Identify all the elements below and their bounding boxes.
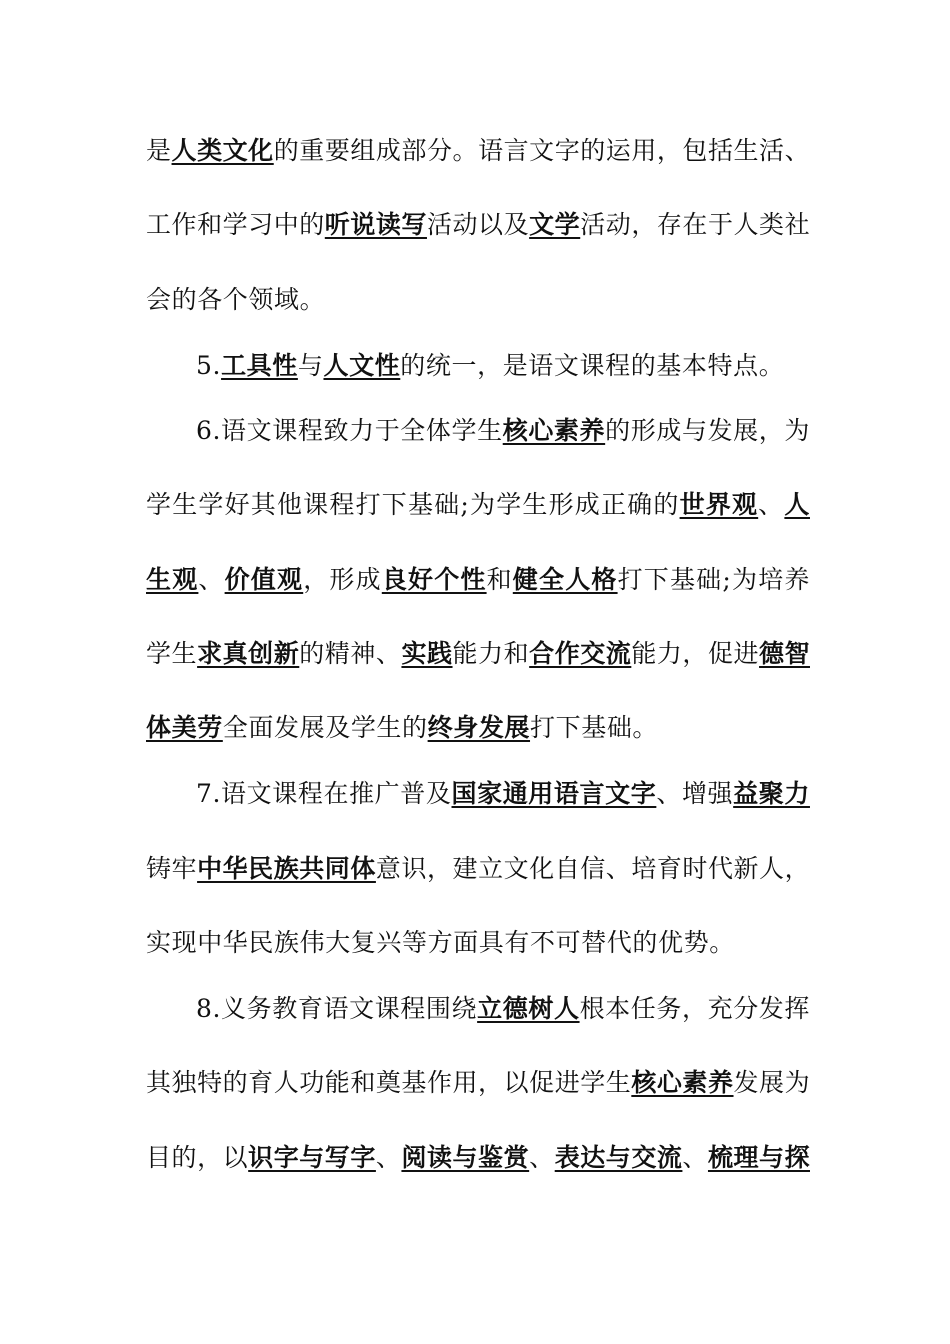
key-term: 表达与交流 xyxy=(554,1143,683,1172)
text-line-15 xyxy=(146,1138,810,1178)
text-line-1 xyxy=(146,131,810,171)
text: 和 xyxy=(486,565,513,594)
key-term: 终身发展 xyxy=(427,713,531,742)
text-line-5 xyxy=(196,411,810,451)
key-term: 体美劳 xyxy=(146,713,223,742)
text: 7.语文课程在推广普及 xyxy=(196,779,452,808)
key-term: 国家通用语言文字 xyxy=(451,779,657,808)
text: 实现中华民族伟大复兴等方面具有不可替代的优势。 xyxy=(146,928,735,957)
text-line-7 xyxy=(146,560,810,600)
text-line-14 xyxy=(146,1063,810,1103)
key-term: 识字与写字 xyxy=(248,1143,376,1172)
text-line-3 xyxy=(146,280,810,320)
text: 铸牢 xyxy=(146,854,198,883)
text: ，形成 xyxy=(303,565,382,594)
text: 、增强 xyxy=(656,779,734,808)
text: 、 xyxy=(682,1143,708,1172)
text: 、 xyxy=(375,1143,402,1172)
text: 能力，促进 xyxy=(631,639,760,668)
key-term: 益聚力 xyxy=(733,779,810,808)
text: 、 xyxy=(758,490,785,519)
key-term: 阅读与鉴赏 xyxy=(401,1143,530,1172)
key-term: 健全人格 xyxy=(512,565,618,594)
text: 工作和学习中的 xyxy=(146,210,325,239)
key-term: 立德树人 xyxy=(477,994,580,1023)
text: 6.语文课程致力于全体学生 xyxy=(196,416,503,445)
text-line-12 xyxy=(146,923,810,963)
text: 与 xyxy=(297,351,324,380)
text: 的精神、 xyxy=(299,639,402,668)
key-term: 德智 xyxy=(759,639,810,668)
text: 根本任务，充分发挥 xyxy=(579,994,811,1023)
key-term: 实践 xyxy=(401,639,453,668)
key-term: 梳理与探 xyxy=(707,1143,810,1172)
text: 能力和 xyxy=(452,639,530,668)
text: 目的，以 xyxy=(146,1143,249,1172)
text: 学生学好其他课程打下基础;为学生形成正确的 xyxy=(146,490,680,519)
key-term: 合作交流 xyxy=(529,639,632,668)
key-term: 核心素养 xyxy=(502,416,606,445)
text: 的形成与发展，为 xyxy=(605,416,810,445)
key-term: 价值观 xyxy=(224,565,304,594)
key-term: 核心素养 xyxy=(631,1068,734,1097)
key-term: 工具性 xyxy=(221,351,298,380)
text-line-2 xyxy=(146,205,810,245)
text: 发展为 xyxy=(733,1068,811,1097)
text-line-8 xyxy=(146,634,810,674)
text-line-6 xyxy=(146,485,810,525)
key-term: 良好个性 xyxy=(381,565,487,594)
text: 8.义务教育语文课程围绕 xyxy=(196,994,478,1023)
item-number: 5. xyxy=(196,351,222,380)
text-line-10 xyxy=(196,774,810,814)
text-line-11 xyxy=(146,849,810,889)
key-term: 文学 xyxy=(529,210,581,239)
key-term: 中华民族共同体 xyxy=(197,854,376,883)
text: 的重要组成部分。语言文字的运用，包括生活、 xyxy=(273,136,810,165)
text: 、 xyxy=(198,565,225,594)
text: 意识，建立文化自信、培育时代新人， xyxy=(375,854,810,883)
key-term: 人类文化 xyxy=(171,136,274,165)
text: 活动，存在于人类社 xyxy=(580,210,810,239)
key-term: 听说读写 xyxy=(324,210,427,239)
text: 其独特的育人功能和奠基作用，以促进学生 xyxy=(146,1068,632,1097)
text: 活动以及 xyxy=(426,210,530,239)
key-term: 人文性 xyxy=(323,351,401,380)
text: 全面发展及学生的 xyxy=(222,713,428,742)
text: 会的各个领域。 xyxy=(146,285,326,314)
text: 、 xyxy=(529,1143,555,1172)
text-line-4 xyxy=(196,346,810,386)
key-term: 生观 xyxy=(146,565,199,594)
text: 学生 xyxy=(146,639,198,668)
text: 打下基础;为培养 xyxy=(617,565,810,594)
key-term: 求真创新 xyxy=(197,639,300,668)
text-line-9 xyxy=(146,708,810,748)
text-line-13 xyxy=(196,989,810,1029)
text: 的统一，是语文课程的基本特点。 xyxy=(400,351,785,380)
key-term: 人 xyxy=(784,490,810,519)
key-term: 世界观 xyxy=(679,490,759,519)
text: 打下基础。 xyxy=(530,713,659,742)
text: 是 xyxy=(146,136,172,165)
